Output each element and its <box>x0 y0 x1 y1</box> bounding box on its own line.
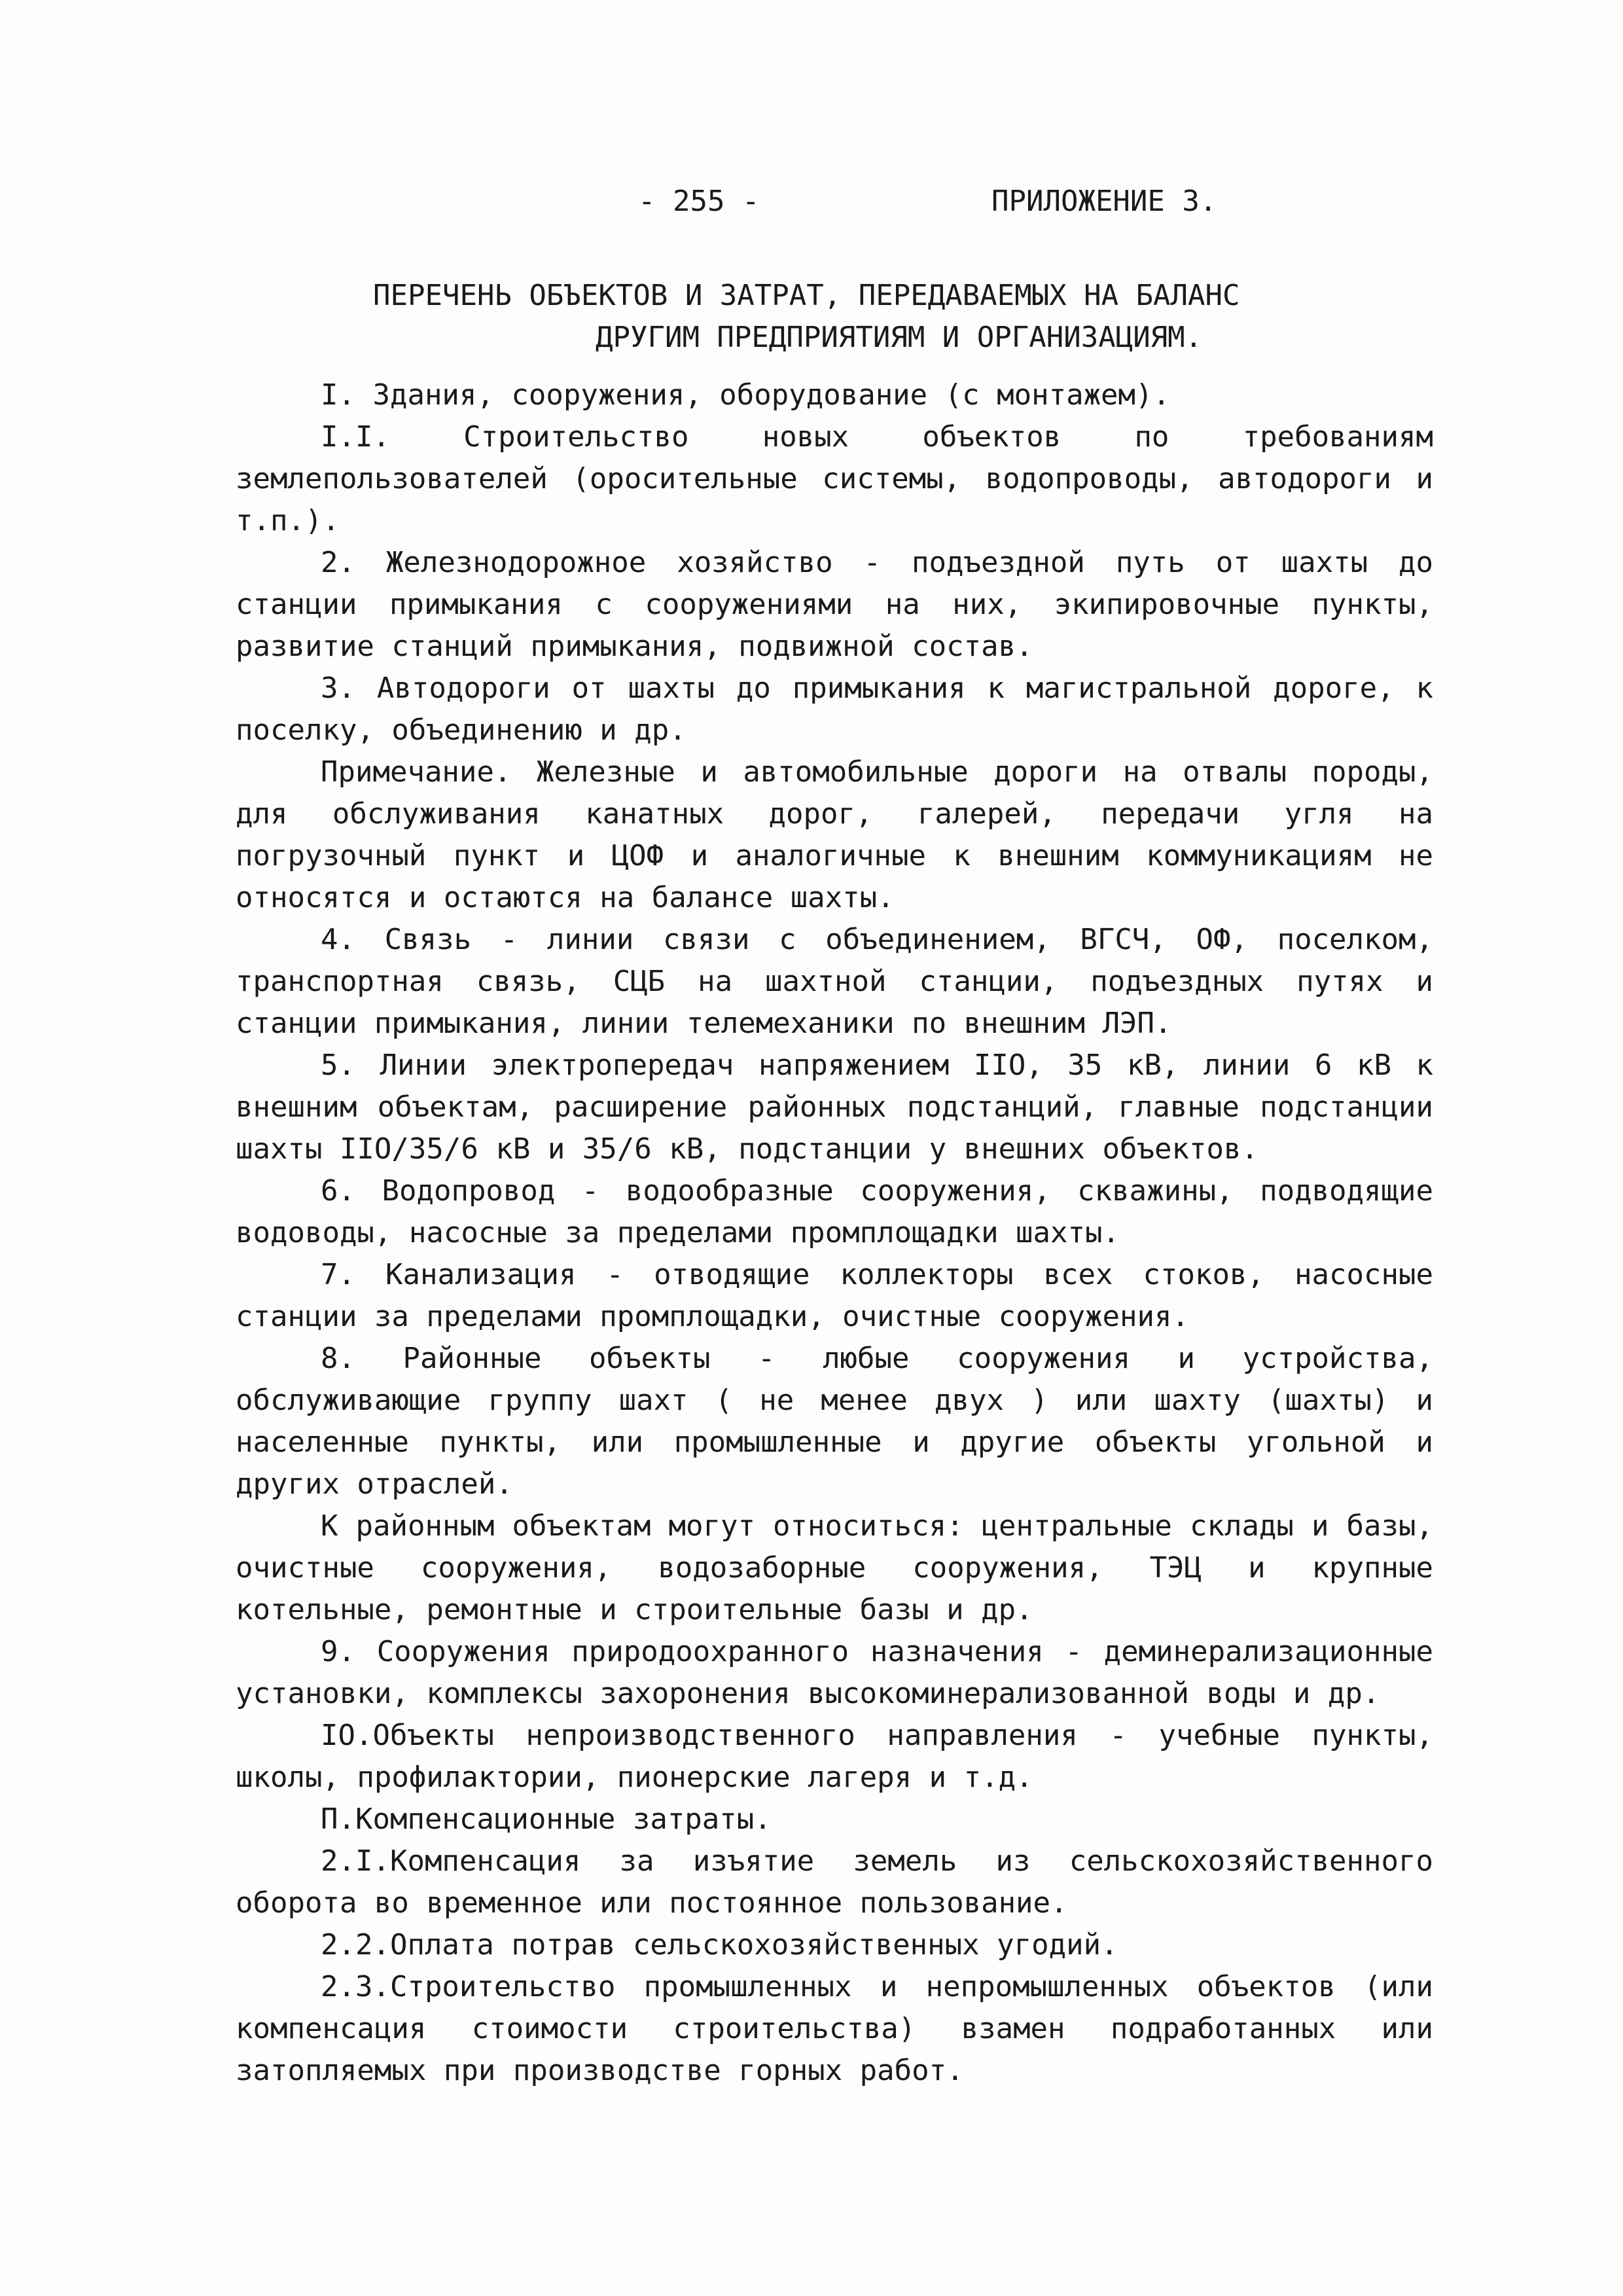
item-10-nonproduction: IO.Объекты непроизводственного направления - учебные пункты, школы, профилактории, пионерские лагеря и т.д. <box>236 1719 1433 1794</box>
district-objects-list: К районным объектам могут относиться: центральные склады и базы, очистные сооружения, водозаборные сооружения, ТЭЦ и крупные котельные, ремонтные и строительные базы и др. <box>236 1509 1433 1626</box>
page-number: - 255 - <box>638 185 760 218</box>
item-7-sewerage: 7. Канализация - отводящие коллекторы всех стоков, насосные станции за пределами промплощадки, очистные сооружения. <box>236 1258 1433 1333</box>
title-line-1: ПЕРЕЧЕНЬ ОБЪЕКТОВ И ЗАТРАТ, ПЕРЕДАВАЕМЫХ НА БАЛАНС <box>373 279 1240 312</box>
section-2-heading: П.Компенсационные затраты. <box>321 1803 772 1836</box>
item-1-1: I.I. Строительство новых объектов по требованиям землепользователей (оросительные системы, водопроводы, автодороги и т.п.). <box>236 420 1433 537</box>
note-paragraph: Примечание. Железные и автомобильные дороги на отвалы породы, для обслуживания канатных дорог, галерей, передачи угля на погрузочный пункт и ЦОФ и аналогичные к внешним коммуникациям не относятся и остаются на балансе шахты. <box>236 755 1433 914</box>
appendix-label: ПРИЛОЖЕНИЕ 3. <box>991 185 1217 218</box>
item-6-water-supply: 6. Водопровод - водообразные сооружения, скважины, подводящие водоводы, насосные за пределами промплощадки шахты. <box>236 1174 1433 1249</box>
document-body <box>236 374 1433 2092</box>
item-4-communications: 4. Связь - линии связи с объединением, ВГСЧ, ОФ, поселком, транспортная связь, СЦБ на шахтной станции, подъездных путях и станции примыкания, линии телемеханики по внешним ЛЭП. <box>236 923 1433 1040</box>
item-2-railway: 2. Железнодорожное хозяйство - подъездной путь от шахты до станции примыкания с сооружениями на них, экипировочные пункты, развитие станций примыкания, подвижной состав. <box>236 546 1433 663</box>
item-3-roads: 3. Автодороги от шахты до примыкания к магистральной дороге, к поселку, объединению и др. <box>236 672 1433 747</box>
item-2-2: 2.2.Оплата потрав сельскохозяйственных угодий. <box>321 1928 1118 1962</box>
section-1-heading: I. Здания, сооружения, оборудование (с монтажем). <box>321 378 1171 412</box>
item-2-3: 2.3.Строительство промышленных и непромышленных объектов (или компенсация стоимости строительства) взамен подработанных или затопляемых при производстве горных работ. <box>236 1970 1433 2087</box>
page-header <box>0 185 1623 230</box>
item-5-power-lines: 5. Линии электропередач напряжением IIO, 35 кВ, линии 6 кВ к внешним объектам, расширение районных подстанций, главные подстанции шахты IIO/35/6 кВ и 35/6 кВ, подстанции у внешних объектов. <box>236 1049 1433 1166</box>
title-line-2: ДРУГИМ ПРЕДПРИЯТИЯМ И ОРГАНИЗАЦИЯМ. <box>596 321 1203 354</box>
item-2-1: 2.I.Компенсация за изъятие земель из сельскохозяйственного оборота во временное или постоянное пользование. <box>236 1844 1433 1920</box>
item-9-environmental: 9. Сооружения природоохранного назначения - деминерализационные установки, комплексы захоронения высокоминерализованной воды и др. <box>236 1635 1433 1710</box>
item-8-district-objects: 8. Районные объекты - любые сооружения и устройства, обслуживающие группу шахт ( не менее двух ) или шахту (шахты) и населенные пункты, или промышленные и другие объекты угольной и других отраслей. <box>236 1342 1433 1501</box>
